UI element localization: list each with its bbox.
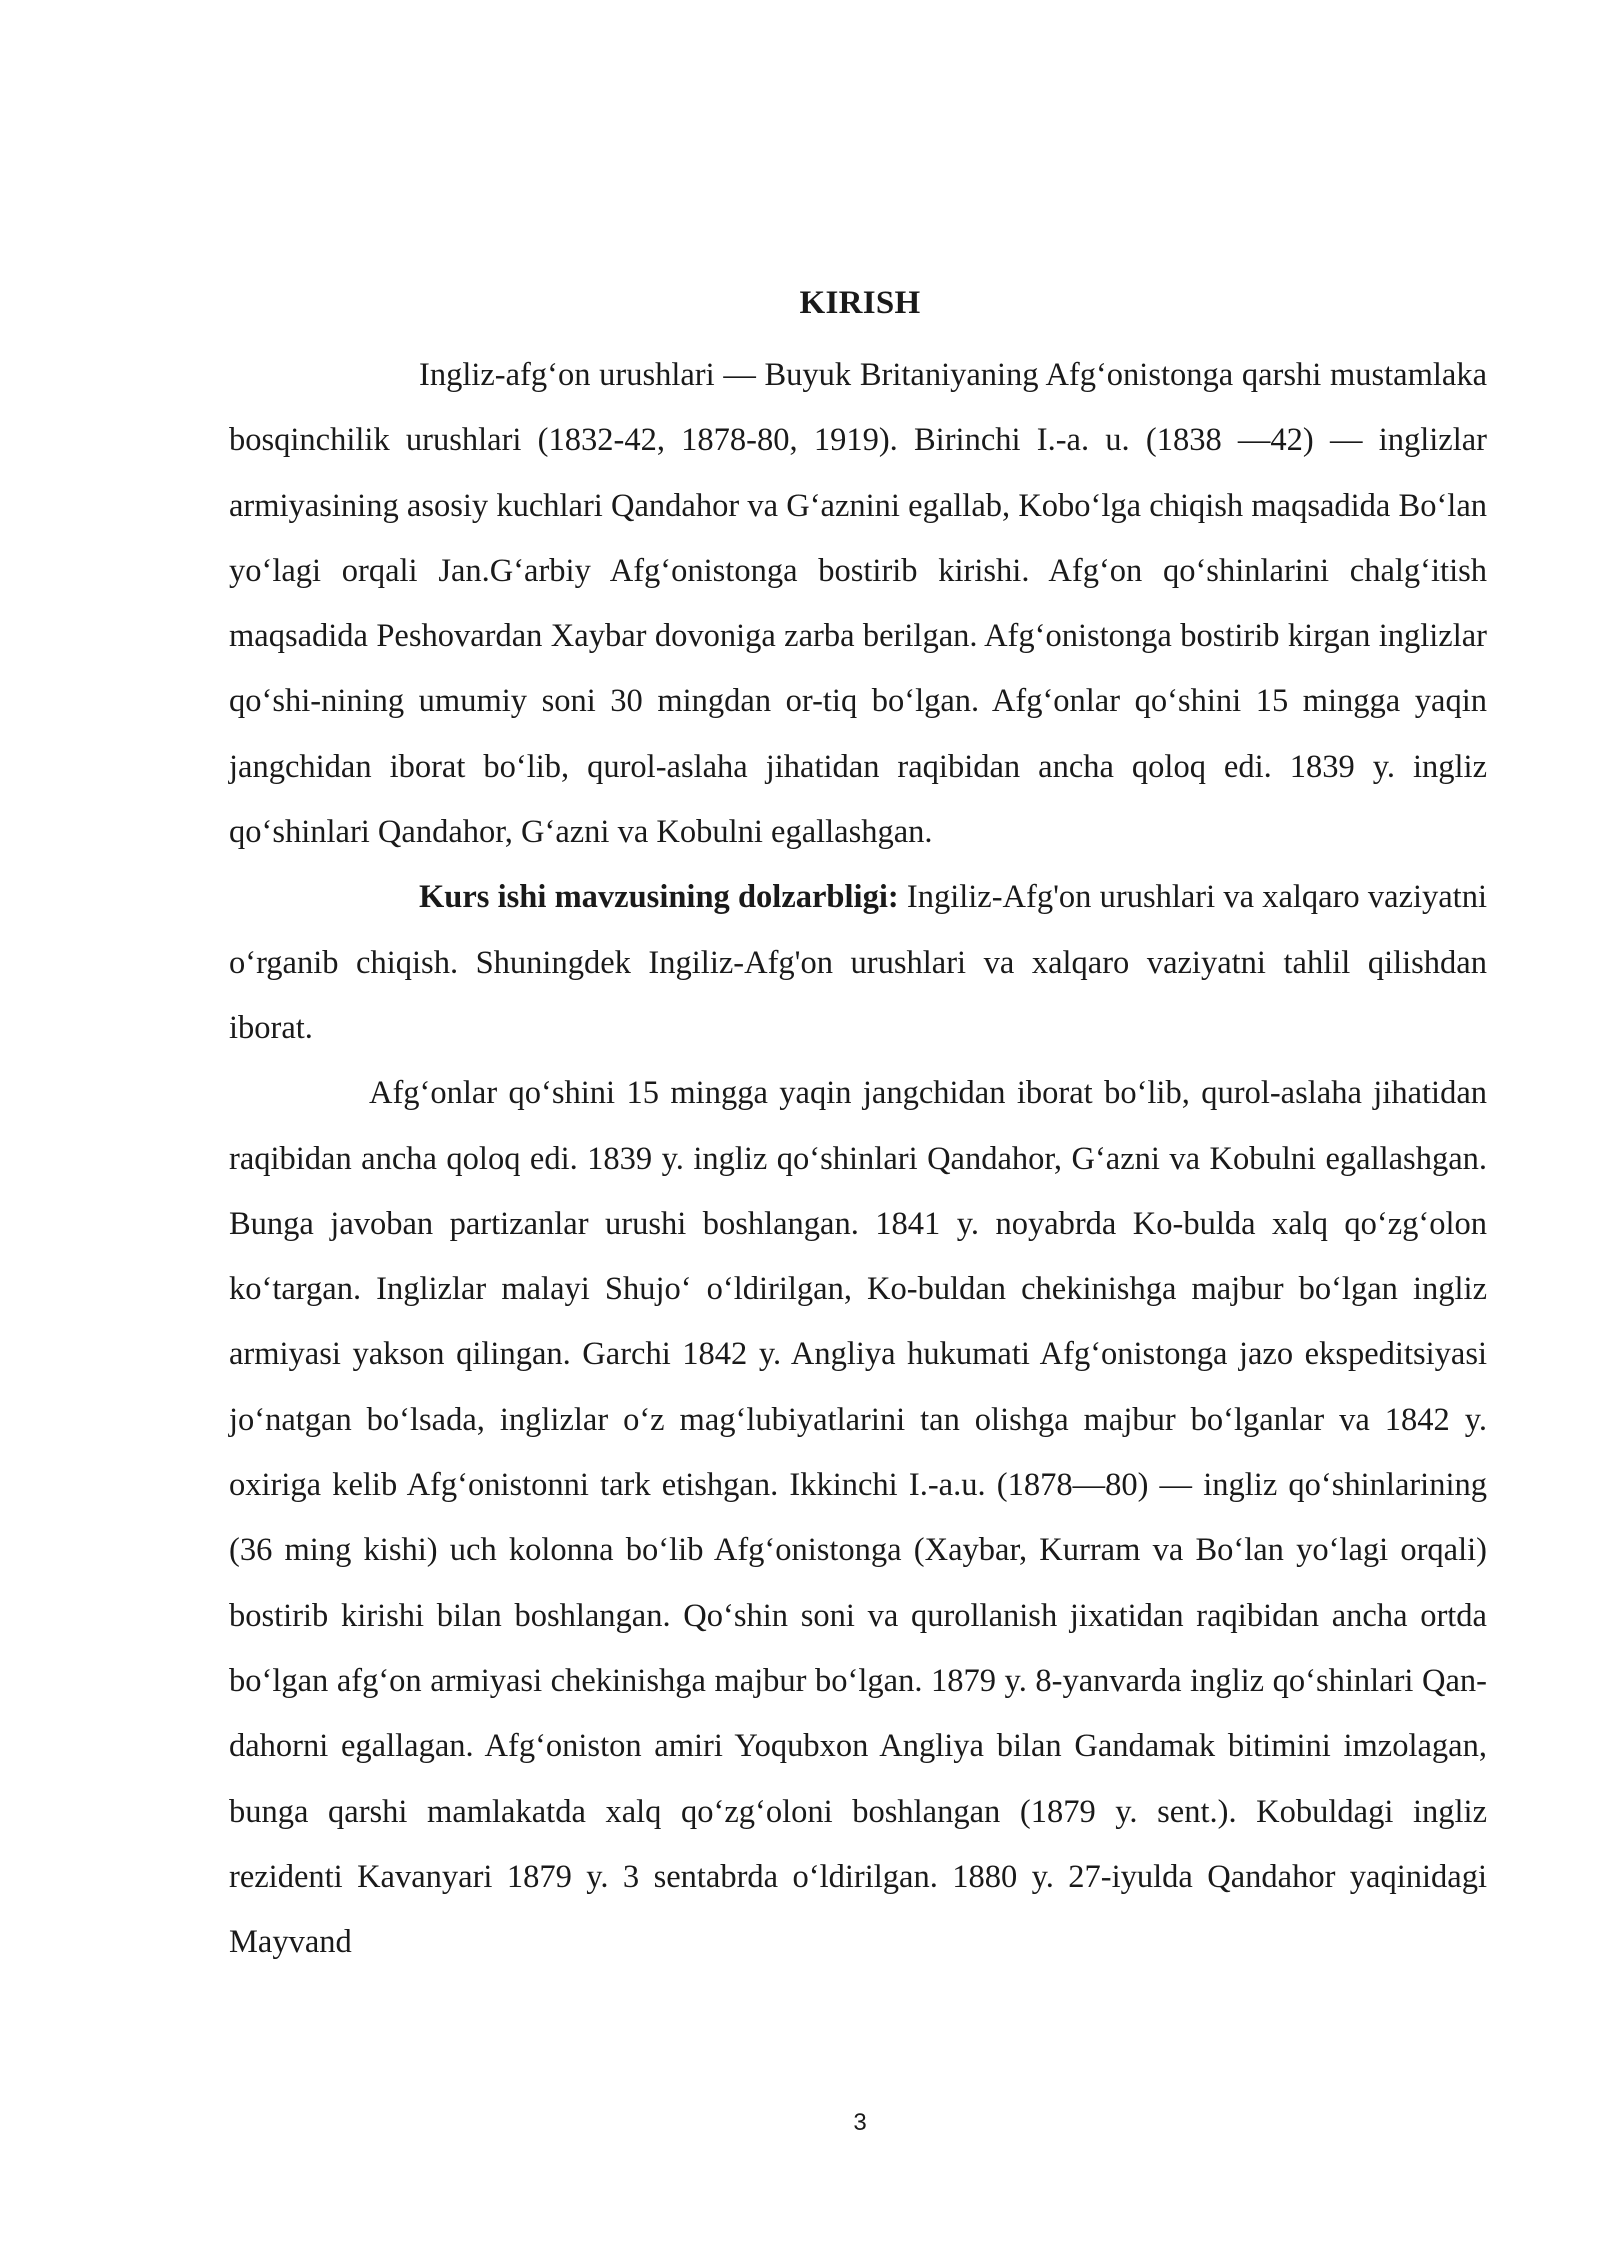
page-number: 3 bbox=[853, 2109, 867, 2136]
paragraph-history bbox=[229, 1061, 1487, 1975]
body-text bbox=[229, 343, 1487, 1975]
paragraph-intro bbox=[229, 343, 1487, 865]
relevance-lead: Kurs ishi mavzusining dolzarbligi: bbox=[419, 879, 899, 916]
paragraph-intro-text: Ingliz-afg‘on urushlari — Buyuk Britaniyaning Afg‘onistonga qarshi mustamlaka bosqinchilik urushlari (1832-42, 1878-80, 1919). Birinchi I.-a. u. (1838 —42) — inglizlar armiyasining asosiy kuchlari Qandahor va G‘aznini egallab, Kobo‘lga chiqish maqsadida Bo‘lan yo‘lagi orqali Jan.G‘arbiy Afg‘onistonga bostirib kirishi. Afg‘on qo‘shinlarini chalg‘itish maqsadida Peshovardan Xaybar dovoniga zarba berilgan. Afg‘onistonga bostirib kirgan inglizlar qo‘shi-nining umumiy soni 30 mingdan or-tiq bo‘lgan. Afg‘onlar qo‘shini 15 mingga yaqin jangchidan iborat bo‘lib, qurol-aslaha jihatidan raqibidan ancha qoloq edi. 1839 y. ingliz qo‘shinlari Qandahor, G‘azni va Kobulni egallashgan. bbox=[229, 357, 1487, 851]
relevance-text: Ingiliz-Afg'on urushlari va xalqaro vaziyatni o‘rganib chiqish. Shuningdek Ingiliz-Afg'on urushlari va xalqaro vaziyatni tahlil qilishdan iborat. bbox=[229, 879, 1487, 1046]
paragraph-relevance bbox=[229, 865, 1487, 1061]
paragraph-history-text: Afg‘onlar qo‘shini 15 mingga yaqin jangchidan iborat bo‘lib, qurol-aslaha jihatidan raqibidan ancha qoloq edi. 1839 y. ingliz qo‘shinlari Qandahor, G‘azni va Kobulni egallashgan. Bunga javoban partizanlar urushi boshlangan. 1841 y. noyabrda Ko-bulda xalq qo‘zg‘olon ko‘targan. Inglizlar malayi Shujo‘ o‘ldirilgan, Ko-buldan chekinishga majbur bo‘lgan ingliz armiyasi yakson qilingan. Garchi 1842 y. Angliya hukumati Afg‘onistonga jazo ekspeditsiyasi jo‘natgan bo‘lsada, inglizlar o‘z mag‘lubiyatlarini tan olishga majbur bo‘lganlar va 1842 y. oxiriga kelib Afg‘onistonni tark etishgan. Ikkinchi I.-a.u. (1878—80) — ingliz qo‘shinlarining (36 ming kishi) uch kolonna bo‘lib Afg‘onistonga (Xaybar, Kurram va Bo‘lan yo‘lagi orqali) bostirib kirishi bilan boshlangan. Qo‘shin soni va qurollanish jixatidan raqibidan ancha ortda bo‘lgan afg‘on armiyasi chekinishga majbur bo‘lgan. 1879 y. 8-yanvarda ingliz qo‘shinlari Qan-dahorni egallagan. Afg‘oniston amiri Yoqubxon Angliya bilan Gandamak bitimini imzolagan, bunga qarshi mamlakatda xalq qo‘zg‘oloni boshlangan (1879 y. sent.). Kobuldagi ingliz rezidenti Kavanyari 1879 y. 3 sentabrda o‘ldirilgan. 1880 y. 27-iyulda Qandahor yaqinidagi Mayvand bbox=[229, 1075, 1487, 1961]
section-heading: KIRISH bbox=[799, 285, 921, 321]
